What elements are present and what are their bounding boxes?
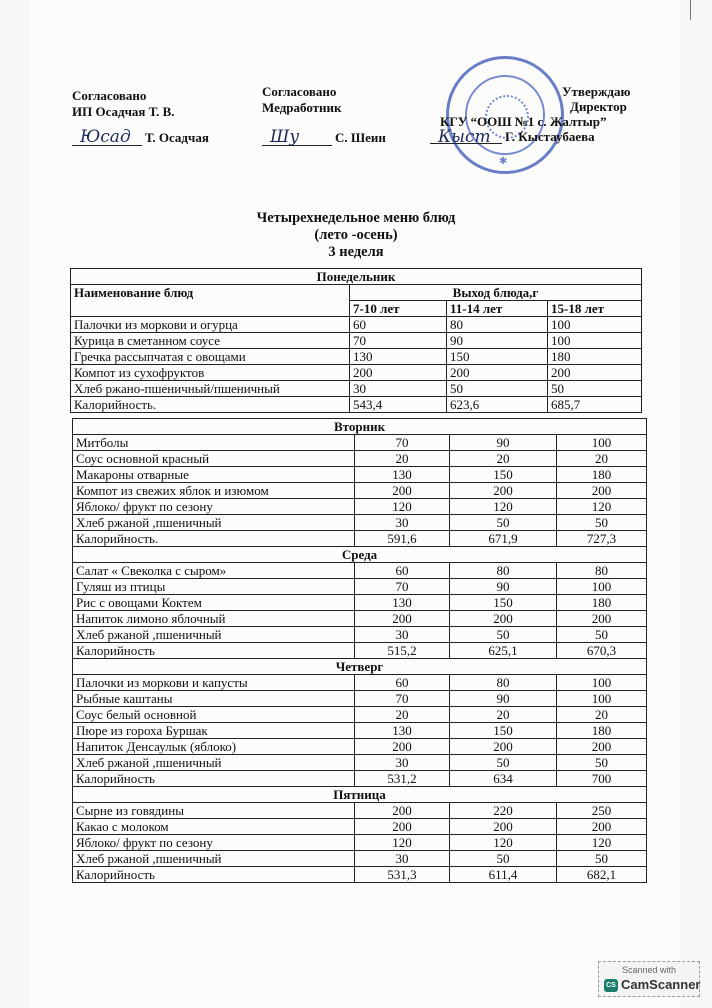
portion-value: 200 [355, 483, 450, 499]
dish-row [73, 819, 647, 835]
dish-name: Гуляш из птицы [73, 579, 355, 595]
portion-value: 200 [450, 739, 557, 755]
dish-name: Калорийность [73, 867, 355, 883]
dish-row [73, 595, 647, 611]
dish-name: Хлеб ржано-пшеничный/пшеничный [71, 381, 350, 397]
portion-value: 670,3 [557, 643, 647, 659]
portion-value: 80 [447, 317, 548, 333]
portion-value: 50 [557, 627, 647, 643]
camscanner-logo-icon: CS [604, 979, 618, 992]
portion-value: 30 [350, 381, 447, 397]
portion-value: 682,1 [557, 867, 647, 883]
document-season: (лето -осень) [314, 227, 398, 243]
portion-value: 634 [450, 771, 557, 787]
portion-value: 150 [447, 349, 548, 365]
handwritten-signature: Шу [270, 127, 300, 147]
signature-line [262, 127, 332, 147]
signature-medic [262, 127, 386, 147]
dish-row [73, 435, 647, 451]
dish-name: Соус основной красный [73, 451, 355, 467]
portion-value: 180 [557, 723, 647, 739]
portion-value: 120 [557, 835, 647, 851]
dish-name: Яблоко/ фрукт по сезону [73, 499, 355, 515]
day-header-row [71, 269, 642, 285]
dish-row [73, 515, 647, 531]
portion-value: 200 [557, 819, 647, 835]
handwritten-signature: Юсад [80, 127, 131, 147]
watermark-caption: Scanned with [621, 965, 677, 975]
portion-value: 20 [450, 451, 557, 467]
dish-row [73, 803, 647, 819]
portion-value: 50 [450, 627, 557, 643]
dish-row [73, 627, 647, 643]
column-header-age: 7-10 лет [350, 301, 447, 317]
document-week: 3 неделя [328, 244, 384, 260]
dish-row [73, 563, 647, 579]
portion-value: 50 [450, 851, 557, 867]
portion-value: 200 [450, 819, 557, 835]
document-title: Четырехнедельное меню блюд [256, 210, 456, 226]
dish-name: Компот из сухофруктов [71, 365, 350, 381]
portion-value: 200 [557, 483, 647, 499]
signature-line [72, 127, 142, 147]
menu-table-monday [70, 268, 642, 413]
day-header-row [73, 787, 647, 803]
portion-value: 200 [355, 803, 450, 819]
portion-value: 200 [355, 739, 450, 755]
portion-value: 150 [450, 467, 557, 483]
portion-value: 200 [557, 739, 647, 755]
portion-value: 50 [450, 515, 557, 531]
portion-value: 200 [447, 365, 548, 381]
portion-value: 543,4 [350, 397, 447, 413]
portion-value: 120 [557, 499, 647, 515]
handwritten-signature: Кыст [438, 127, 491, 147]
dish-row [71, 349, 642, 365]
dish-name: Гречка рассыпчатая с овощами [71, 349, 350, 365]
signature-name: Г. Кыстаубаева [505, 129, 595, 144]
portion-value: 180 [557, 595, 647, 611]
dish-row [71, 317, 642, 333]
portion-value: 60 [355, 675, 450, 691]
portion-value: 70 [350, 333, 447, 349]
portion-value: 90 [447, 333, 548, 349]
dish-name: Напиток Денсаулык (яблоко) [73, 739, 355, 755]
dish-row [73, 755, 647, 771]
portion-value: 100 [557, 675, 647, 691]
portion-value: 130 [355, 467, 450, 483]
watermark-brand: CamScanner [621, 977, 701, 992]
portion-value: 531,3 [355, 867, 450, 883]
portion-value: 150 [450, 595, 557, 611]
portion-value: 200 [355, 819, 450, 835]
day-name: Среда [73, 547, 647, 563]
portion-value: 685,7 [548, 397, 642, 413]
column-header-dish: Наименование блюд [71, 285, 350, 317]
signature-director [430, 127, 595, 147]
dish-name: Хлеб ржаной ,пшеничный [73, 515, 355, 531]
portion-value: 623,6 [447, 397, 548, 413]
portion-value: 200 [450, 483, 557, 499]
dish-name: Яблоко/ фрукт по сезону [73, 835, 355, 851]
dish-row [73, 611, 647, 627]
portion-value: 80 [557, 563, 647, 579]
portion-value: 90 [450, 435, 557, 451]
calorie-row [73, 643, 647, 659]
camscanner-watermark [598, 961, 700, 997]
portion-value: 150 [450, 723, 557, 739]
column-header-age: 11-14 лет [447, 301, 548, 317]
dish-row [73, 483, 647, 499]
dish-row [73, 691, 647, 707]
approver-name: ИП Осадчая Т. В. [72, 104, 175, 119]
dish-row [73, 579, 647, 595]
portion-value: 611,4 [450, 867, 557, 883]
portion-value: 200 [350, 365, 447, 381]
portion-value: 80 [450, 563, 557, 579]
dish-name: Макароны отварные [73, 467, 355, 483]
stamp-star-icon: ✱ [499, 156, 508, 167]
dish-row [73, 499, 647, 515]
portion-value: 60 [350, 317, 447, 333]
approve-label: Утверждаю [562, 84, 631, 99]
portion-value: 20 [557, 707, 647, 723]
portion-value: 20 [355, 707, 450, 723]
portion-value: 120 [450, 499, 557, 515]
portion-value: 30 [355, 627, 450, 643]
dish-name: Калорийность. [71, 397, 350, 413]
dish-name: Калорийность [73, 643, 355, 659]
dish-name: Рыбные каштаны [73, 691, 355, 707]
portion-value: 80 [450, 675, 557, 691]
portion-value: 100 [557, 691, 647, 707]
portion-value: 70 [355, 435, 450, 451]
dish-row [71, 381, 642, 397]
day-name: Понедельник [71, 269, 642, 285]
portion-value: 130 [355, 723, 450, 739]
portion-value: 531,2 [355, 771, 450, 787]
dish-name: Курица в сметанном соусе [71, 333, 350, 349]
portion-value: 250 [557, 803, 647, 819]
signature-name: Т. Осадчая [145, 130, 209, 145]
column-header-age: 15-18 лет [548, 301, 642, 317]
dish-name: Какао с молоком [73, 819, 355, 835]
dish-row [73, 451, 647, 467]
dish-name: Хлеб ржаной ,пшеничный [73, 627, 355, 643]
portion-value: 515,2 [355, 643, 450, 659]
dish-name: Компот из свежих яблок и изюмом [73, 483, 355, 499]
portion-value: 50 [450, 755, 557, 771]
dish-name: Напиток лимоно яблочный [73, 611, 355, 627]
day-sections [73, 419, 647, 883]
portion-value: 180 [548, 349, 642, 365]
dish-name: Калорийность. [73, 531, 355, 547]
dish-row [73, 739, 647, 755]
portion-value: 130 [355, 595, 450, 611]
portion-value: 130 [350, 349, 447, 365]
portion-value: 50 [447, 381, 548, 397]
dish-name: Хлеб ржаной ,пшеничный [73, 851, 355, 867]
menu-table-week [72, 418, 647, 883]
portion-value: 120 [355, 499, 450, 515]
dish-row [73, 467, 647, 483]
signature-name: С. Шеин [335, 130, 386, 145]
portion-value: 30 [355, 851, 450, 867]
column-header-row [71, 285, 642, 301]
approval-label: Согласовано [72, 88, 147, 103]
portion-value: 60 [355, 563, 450, 579]
portion-value: 200 [548, 365, 642, 381]
dish-name: Пюре из гороха Буршак [73, 723, 355, 739]
signature-line [430, 127, 502, 147]
portion-value: 671,9 [450, 531, 557, 547]
dish-name: Палочки из моркови и капусты [73, 675, 355, 691]
portion-value: 90 [450, 579, 557, 595]
dish-name: Соус белый основной [73, 707, 355, 723]
day-name: Пятница [73, 787, 647, 803]
portion-value: 591,6 [355, 531, 450, 547]
day-name: Четверг [73, 659, 647, 675]
portion-value: 700 [557, 771, 647, 787]
portion-value: 100 [548, 317, 642, 333]
signature-owner [72, 127, 209, 147]
dish-name: Салат « Свеколка с сыром» [73, 563, 355, 579]
approval-label: Согласовано [262, 84, 337, 99]
portion-value: 120 [355, 835, 450, 851]
portion-value: 200 [450, 611, 557, 627]
portion-value: 180 [557, 467, 647, 483]
portion-value: 50 [557, 755, 647, 771]
portion-value: 20 [450, 707, 557, 723]
portion-value: 100 [557, 435, 647, 451]
organization-name: КГУ “ООШ №1 с. Жалтыр” [440, 114, 607, 129]
calorie-row [73, 867, 647, 883]
portion-value: 50 [557, 515, 647, 531]
column-header-yield: Выход блюда,г [350, 285, 642, 301]
dish-row [73, 723, 647, 739]
portion-value: 30 [355, 515, 450, 531]
portion-value: 220 [450, 803, 557, 819]
dish-row [73, 835, 647, 851]
day-header-row [73, 547, 647, 563]
dish-row [71, 333, 642, 349]
portion-value: 727,3 [557, 531, 647, 547]
portion-value: 50 [557, 851, 647, 867]
dish-name: Хлеб ржаной ,пшеничный [73, 755, 355, 771]
dish-row [71, 365, 642, 381]
portion-value: 70 [355, 691, 450, 707]
portion-value: 625,1 [450, 643, 557, 659]
day-header-row [73, 659, 647, 675]
calorie-row [73, 531, 647, 547]
portion-value: 120 [450, 835, 557, 851]
approver-role: Директор [570, 99, 627, 114]
page-edge-mark [690, 0, 691, 20]
day-name: Вторник [73, 419, 647, 435]
portion-value: 70 [355, 579, 450, 595]
dish-name: Сырне из говядины [73, 803, 355, 819]
dish-name: Рис с овощами Коктем [73, 595, 355, 611]
dish-name: Митболы [73, 435, 355, 451]
portion-value: 90 [450, 691, 557, 707]
approval-block-medic [262, 84, 342, 116]
dish-row [73, 675, 647, 691]
approver-role: Медработник [262, 100, 342, 115]
portion-value: 200 [557, 611, 647, 627]
portion-value: 30 [355, 755, 450, 771]
calorie-row [73, 771, 647, 787]
portion-value: 20 [355, 451, 450, 467]
portion-value: 200 [355, 611, 450, 627]
portion-value: 50 [548, 381, 642, 397]
dish-row [73, 707, 647, 723]
dish-name: Палочки из моркови и огурца [71, 317, 350, 333]
dish-row [73, 851, 647, 867]
day-header-row [73, 419, 647, 435]
portion-value: 100 [548, 333, 642, 349]
day-rows [71, 317, 642, 413]
approval-block-owner [72, 88, 175, 120]
calorie-row [71, 397, 642, 413]
portion-value: 20 [557, 451, 647, 467]
portion-value: 100 [557, 579, 647, 595]
dish-name: Калорийность [73, 771, 355, 787]
